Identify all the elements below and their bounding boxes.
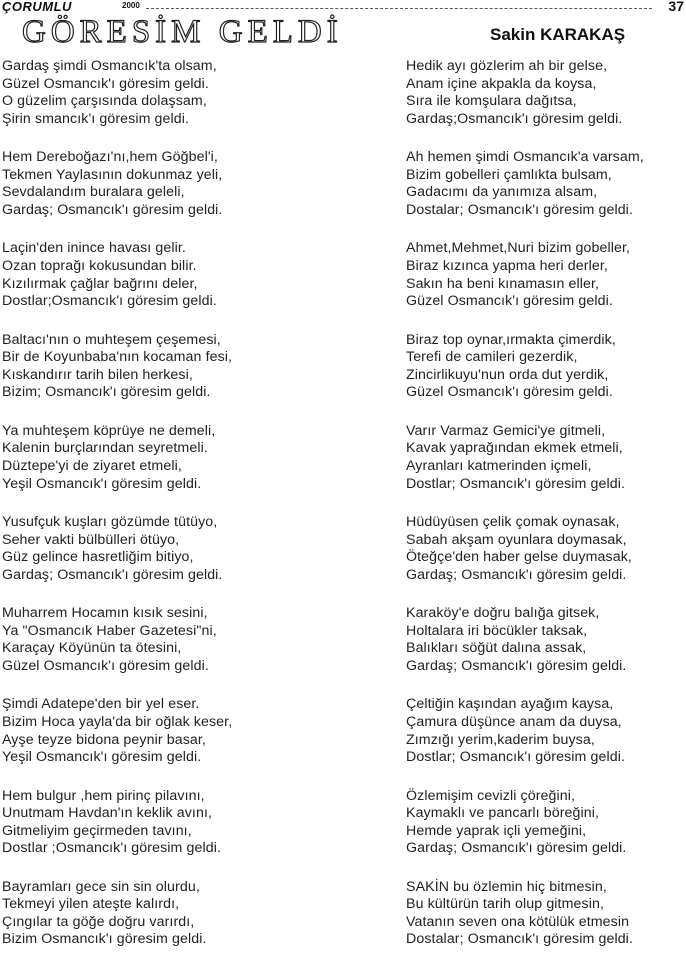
poem-stanza (406, 58, 684, 149)
poem-line: Bizim Hoca yayla'da bir oğlak keser, (2, 713, 233, 730)
poem-line: Güz gelince hasretliğim bitiyo, (2, 549, 194, 566)
poem-line: Çıngılar ta göğe doğru varırdı, (2, 913, 195, 930)
poem-stanza (2, 788, 382, 879)
poem-line: Holtalara iri böcükler taksak, (406, 622, 588, 639)
poem-stanza (406, 788, 684, 879)
poem-line: Güzel Osmancık'ı göresim geldi. (406, 293, 613, 310)
poem-left-column (2, 58, 382, 970)
poem-line: Güzel Osmancık'ı göresim geldi. (406, 384, 613, 401)
newspaper-logo: ÇORUMLU (2, 0, 72, 14)
poem-line: Hedik ayı gözlerim ah bir gelse, (406, 58, 608, 74)
poem-stanza (2, 605, 382, 696)
poem-line: Biraz top oynar,ırmakta çimerdik, (406, 331, 616, 348)
poem-title: GÖRESİM GELDİ (22, 14, 343, 50)
poem-stanza (2, 149, 382, 240)
poem-stanza (406, 240, 684, 331)
poem-line: Hüdüyüsen çelik çomak oynasak, (406, 513, 620, 530)
poem-line: Şimdi Adatepe'den bir yel eser. (2, 696, 200, 713)
poem-line: Ayranları katmerinden içmeli, (406, 457, 592, 474)
poem-line: Gardaş; Osmancık'ı göresim geldi. (406, 657, 627, 674)
poem-line: Vatanın seven ona kötülük etmesin (406, 913, 630, 930)
poem-line: Ya muhteşem köprüye ne demeli, (2, 422, 216, 439)
poem-line: Baltacı'nın o muhteşem çeşemesi, (2, 331, 221, 348)
poem-line: Gardaş; Osmancık'ı göresim geldi. (406, 840, 627, 857)
poem-line: Dostalar; Osmancık'ı göresim geldi. (406, 201, 633, 218)
poem-line: Seher vakti bülbülleri ötüyo, (2, 531, 180, 548)
page-number: 37 (668, 0, 684, 14)
poem-line: Gardaş;Osmancık'ı göresim geldi. (406, 110, 623, 127)
poem-line: Muharrem Hocamın kısık sesini, (2, 605, 208, 622)
poem-line: Sakın ha beni kınamasın eller, (406, 275, 600, 292)
poem-line: Kalenin burçlarından seyretmeli. (2, 440, 208, 457)
poem-line: Sabah akşam oyunlara doymasak, (406, 531, 627, 548)
poem-line: Güzel Osmancık'ı göresim geldi. (2, 75, 209, 92)
poem-line: Şirin smancık'ı göresim geldi. (2, 110, 190, 127)
poem-line: Dostalar; Osmancık'ı göresim geldi. (406, 931, 633, 948)
poem-line: Sevdalandım buralara geleli, (2, 184, 185, 201)
poem-line: Bayramları gece sin sin olurdu, (2, 878, 200, 895)
poem-line: Gardaş; Osmancık'ı göresim geldi. (2, 201, 223, 218)
poem-stanza (2, 423, 382, 514)
poem-stanza (406, 879, 684, 970)
issue-year: 2000 (122, 1, 140, 10)
poem-line: Hem Dereboğazı'nı,hem Göğbel'i, (2, 149, 218, 166)
poem-line: Kızılırmak çağlar bağrını deler, (2, 275, 198, 292)
poem-line: Gardaş şimdi Osmancık'ta olsam, (2, 58, 217, 74)
poem-line: Kavak yaprağından ekmek etmeli, (406, 440, 623, 457)
poem-line: Özlemişim cevizli çöreğini, (406, 787, 576, 804)
poem-stanza (2, 240, 382, 331)
poem-line: Yusufçuk kuşları gözümde tütüyo, (2, 513, 218, 530)
poem-line: Gardaş; Osmancık'ı göresim geldi. (406, 566, 627, 583)
poem-line: Öteğçe'den haber gelse duymasak, (406, 549, 632, 566)
poem-line: Ya "Osmancık Haber Gazetesi"ni, (2, 622, 217, 639)
poem-stanza (2, 58, 382, 149)
poem-stanza (406, 149, 684, 240)
poem-line: Hem bulgur ,hem pirinç pilavını, (2, 787, 205, 804)
poem-line: Düztepe'yi de ziyaret etmeli, (2, 457, 182, 474)
poem-stanza (406, 423, 684, 514)
poem-stanza (2, 879, 382, 970)
poem-line: Tekmeyi yilen ateşte kalırdı, (2, 896, 180, 913)
masthead-divider (146, 8, 652, 9)
poem-line: SAKİN bu özlemin hiç bitmesin, (406, 878, 607, 895)
poem-stanza (2, 696, 382, 787)
poem-line: Bu kültürün tarih olup gitmesin, (406, 896, 604, 913)
poem-line: O güzelim çarşısında dolaşsam, (2, 93, 207, 110)
poem-line: Laçin'den inince havası gelir. (2, 240, 186, 257)
poem-line: Ayşe teyze bidona peynir basar, (2, 731, 206, 748)
poem-line: Gitmeliyim geçirmeden tavını, (2, 822, 192, 839)
poem-stanza (406, 605, 684, 696)
poem-stanza (406, 696, 684, 787)
poem-line: Zincirlikuyu'nun orda dut yerdik, (406, 366, 609, 383)
poem-line: Ahmet,Mehmet,Nuri bizim gobeller, (406, 240, 631, 257)
poem-author: Sakin KARAKAŞ (490, 25, 626, 44)
poem-line: Dostlar; Osmancık'ı göresim geldi. (406, 749, 625, 766)
poem-stanza (406, 514, 684, 605)
poem-line: Ozan toprağı kokusundan bilir. (2, 257, 197, 274)
poem-line: Ah hemen şimdi Osmancık'a varsam, (406, 149, 644, 166)
poem-line: Balıkları söğüt dalına assak, (406, 640, 587, 657)
poem-line: Karaköy'e doğru balığa gitsek, (406, 605, 600, 622)
poem-line: Çeltiğin kaşından ayağım kaysa, (406, 696, 614, 713)
poem-line: Tekmen Yaylasının dokunmaz yeli, (2, 166, 223, 183)
poem-line: Terefi de camileri gezerdik, (406, 349, 578, 366)
poem-line: Çamura düşünce anam da duysa, (406, 713, 622, 730)
poem-line: Gardaş; Osmancık'ı göresim geldi. (2, 566, 223, 583)
poem-line: Varır Varmaz Gemici'ye gitmeli, (406, 422, 606, 439)
poem-line: Sıra ile komşulara dağıtsa, (406, 93, 577, 110)
poem-line: Bizim Osmancık'ı göresim geldi. (2, 931, 207, 948)
poem-stanza (2, 514, 382, 605)
poem-line: Zımzığı yerim,kaderim buysa, (406, 731, 595, 748)
poem-line: Unutmam Havdan'ın keklik avını, (2, 805, 213, 822)
poem-line: Gadacımı da yanımıza alsam, (406, 184, 598, 201)
poem-line: Karaçay Köyünün ta ötesini, (2, 640, 182, 657)
poem-line: Yeşil Osmancık'ı göresim geldi. (2, 475, 202, 492)
poem-line: Dostlar ;Osmancık'ı göresim geldi. (2, 840, 221, 857)
poem-line: Bizim; Osmancık'ı göresim geldi. (2, 384, 211, 401)
poem-line: Kaymaklı ve pancarlı böreğini, (406, 805, 600, 822)
poem-stanza (406, 332, 684, 423)
poem-line: Bir de Koyunbaba'nın kocaman fesi, (2, 349, 233, 366)
poem-right-column (406, 58, 684, 970)
poem-line: Anam içine akpakla da koysa, (406, 75, 597, 92)
poem-stanza (2, 332, 382, 423)
poem-line: Yeşil Osmancık'ı göresim geldi. (2, 749, 202, 766)
poem-line: Dostlar;Osmancık'ı göresim geldi. (2, 293, 217, 310)
poem-line: Güzel Osmancık'ı göresim geldi. (2, 657, 209, 674)
poem-line: Biraz kızınca yapma heri derler, (406, 257, 608, 274)
poem-line: Kıskandırır tarih bilen herkesi, (2, 366, 193, 383)
poem-line: Bizim gobelleri çamlıkta bulsam, (406, 166, 612, 183)
poem-line: Hemde yaprak içli yemeğini, (406, 822, 587, 839)
masthead (0, 0, 686, 14)
poem-line: Dostlar; Osmancık'ı göresim geldi. (406, 475, 625, 492)
